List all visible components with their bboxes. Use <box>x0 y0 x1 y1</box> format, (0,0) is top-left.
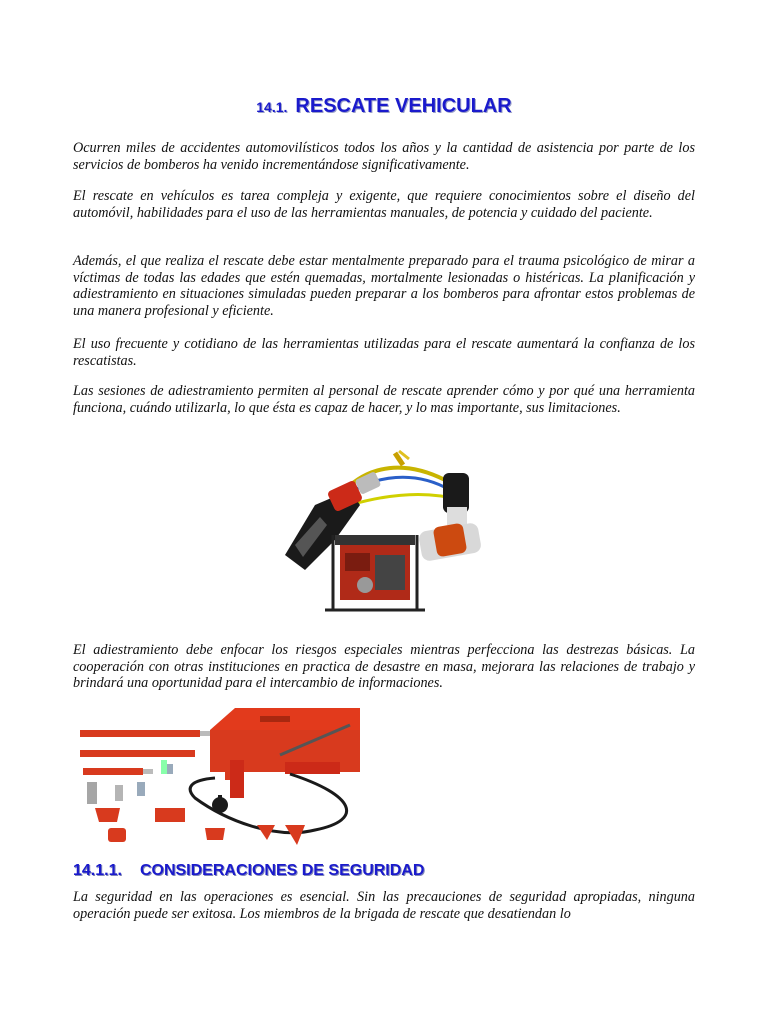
paragraph-5: Las sesiones de adiestramiento permiten al personal de rescate aprender cómo y por qué una herramienta funciona, cuándo utilizarla, lo que ésta es capaz de hacer, y lo mas importante, sus limitaciones. <box>73 383 695 416</box>
paragraph-1: Ocurren miles de accidentes automovilísticos todos los años y la cantidad de asistencia por parte de los servicios de bomberos ha venido incrementándose significativamente. <box>73 140 695 173</box>
section-number: 14.1. <box>256 99 288 115</box>
paragraph-2: El rescate en vehículos es tarea compleja y exigente, que requiere conocimientos sobre el diseño del automóvil, habilidades para el uso de las herramientas manuales, de potencia y cuidado del paciente. <box>73 188 695 221</box>
section-title <box>0 95 768 118</box>
ram-kit-photo <box>75 700 370 858</box>
subsection-title: CONSIDERACIONES DE SEGURIDAD <box>139 862 425 879</box>
paragraph-4: El uso frecuente y cotidiano de las herramientas utilizadas para el rescate aumentará la confianza de los rescatistas. <box>73 336 695 369</box>
subsection-number: 14.1.1. <box>73 862 122 879</box>
rescue-tool-photo <box>275 445 490 625</box>
section-title-text: RESCATE VEHICULAR <box>295 95 512 117</box>
hydraulic-ram-kit-icon <box>75 700 370 858</box>
subsection-heading <box>73 862 424 880</box>
paragraph-7: La seguridad en las operaciones es esencial. Sin las precauciones de seguridad apropiadas, ninguna operación puede ser exitosa. Los miembros de la brigada de rescate que desatiendan lo <box>73 889 695 922</box>
paragraph-6: El adiestramiento debe enfocar los riesgos especiales mientras perfecciona las destrezas básicas. La cooperación con otras instituciones en practica de desastre en masa, mejorara las relaciones de trabajo y brindará una oportunidad para el intercambio de informaciones. <box>73 642 695 692</box>
hydraulic-rescue-tool-icon <box>275 445 490 625</box>
paragraph-3: Además, el que realiza el rescate debe estar mentalmente preparado para el trauma psicológico de mirar a víctimas de todas las edades que estén quemadas, mortalmente lesionadas o histéricas. La planificación y adiestramiento en situaciones simuladas pueden preparar a los bomberos para afrontar estos problemas de una manera profesional y eficiente. <box>73 253 695 319</box>
